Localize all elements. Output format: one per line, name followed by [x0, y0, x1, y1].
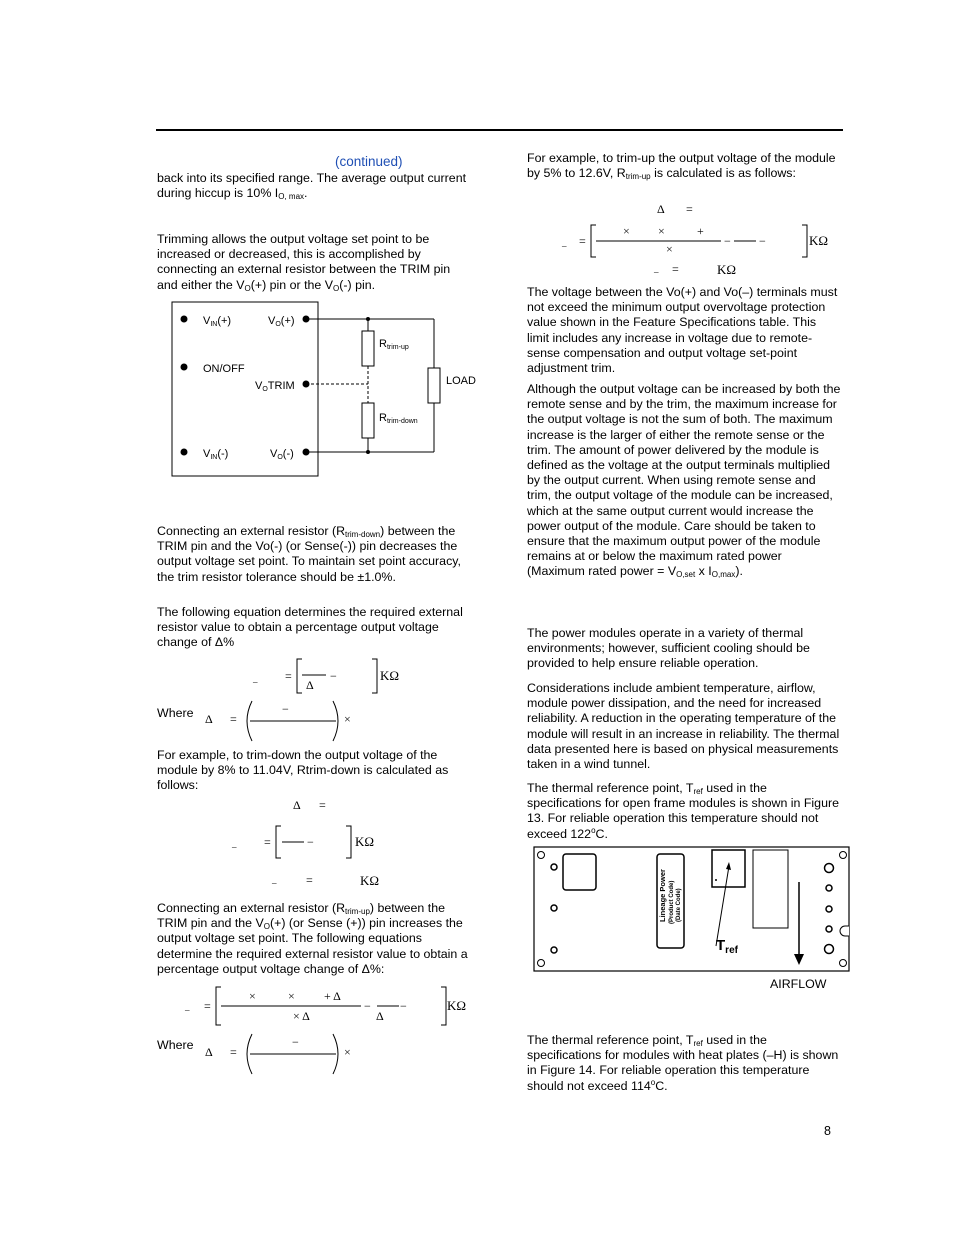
trim-circuit-diagram	[150, 300, 480, 482]
equation-intro-paragraph: The following equation determines the required external resistor value to obtain a percentage output voltage change of Δ%	[157, 605, 463, 650]
rtrim-up-example-equation: _ = × × + × − − KΩ	[562, 224, 829, 256]
delta-5-equation: Δ =	[657, 202, 693, 216]
label-line-1: Lineage Power	[658, 869, 667, 922]
max-increase-paragraph: Although the output voltage can be increased by both the remote sense and by the trim, the maximum increase for the output voltage is not the sum of both. The maximum increase is the larger of either the remote sense or the trim. The amount of power delivered by the module is defined as the voltage at the output terminals multiplied by the output current. When using remote sense and trim, the output voltage of the module can be increased, which at the same output current would increase the power output of the module. Care should be taken to ensure that the maximum output power of the module remains at or below the maximum rated power (Maximum rated power = $V_{O,set}$ x $I_{O,max}$).	[527, 382, 841, 580]
rtrim-up-resistor	[362, 331, 374, 366]
rtrim-up-result: _ = KΩ	[654, 262, 737, 277]
trim-down-example-paragraph: For example, to trim-down the output voltage of the module by 8% to 11.04V, Rtrim-down is calculated as follows:	[157, 748, 449, 793]
vin-minus-label: VIN(-)	[203, 448, 229, 461]
module-box	[172, 302, 318, 476]
rtrim-down-label: Rtrim-down	[379, 412, 418, 425]
rtrim-down-example-equation: _ = − KΩ	[230, 825, 390, 861]
load-resistor	[428, 368, 440, 403]
trim-paragraph: Trimming allows the output voltage set point to be increased or decreased, this is accomplished by connecting an external resistor between the TRIM pin and either the $V_O(+)$ pin or the $V_O(-)$ pin.	[157, 232, 451, 293]
label-line-2: (Product Code)	[669, 880, 675, 924]
trim-up-paragraph: Connecting an external resistor $(R_{trim-up})$ between the TRIM pin and the $V_O(+)$ (or Sense (+)) pin increases the output voltage set point. The following equations determine the required external resistor value to obtain a percentage output voltage change of Δ%:	[157, 901, 468, 976]
inductor-component	[563, 854, 596, 890]
rtrim-down-resistor	[362, 403, 374, 438]
figure13-board-drawing	[533, 846, 851, 974]
airflow-label: AIRFLOW	[770, 977, 827, 991]
continued-heading: (continued)	[335, 154, 403, 169]
vin-plus-label: VIN(+)	[203, 315, 232, 328]
ovp-paragraph: The voltage between the Vo(+) and Vo(–) terminals must not exceed the minimum output overvoltage protection value shown in the Feature Specifications table. This limit includes any increase in voltage due to remote-sense compensation and output voltage set-point adjustment trim.	[527, 285, 838, 376]
delta-8-equation: Δ =	[293, 798, 326, 812]
delta-percent-equation-2: Δ = − ×	[204, 1033, 364, 1075]
rtrim-up-equation: _ = × × + Δ × Δ − − Δ KΩ	[185, 989, 467, 1023]
page-number: 8	[824, 1124, 831, 1138]
rtrim-down-result: _ = KΩ	[272, 873, 380, 888]
tref-label: $T_{ref}$	[716, 937, 738, 956]
tref-open-frame-paragraph: The thermal reference point, $T_{ref}$ used in the specifications for open frame modules is shown in Figure 13. For reliable operation this temperature should not exceed 122$^o$C.	[527, 781, 839, 841]
rtrim-down-equation: _ = Δ − KΩ	[250, 658, 410, 698]
label-line-3: (Date Code)	[676, 888, 682, 922]
onoff-label: ON/OFF	[203, 363, 245, 375]
trim-up-example-paragraph: For example, to trim-up the output voltage of the module by 5% to 12.6V, $R_{trim-up}$ is calculated is as follows:	[527, 151, 836, 182]
trim-down-paragraph: Connecting an external resistor $(R_{trim-down})$ between the TRIM pin and the Vo(-) (or Sense(-)) pin decreases the output voltage set point. To maintain set point accuracy, the trim resistor tolerance should be ±1.0%.	[157, 524, 461, 584]
vo-minus-label: VO(-)	[270, 448, 294, 461]
vo-plus-label: VO(+)	[268, 315, 295, 328]
heatsink-component	[753, 850, 788, 928]
onoff-pin	[181, 364, 188, 371]
load-label: LOAD	[446, 375, 476, 387]
delta-percent-equation-1: Δ = − ×	[204, 700, 364, 742]
thermal-considerations-paragraph: Considerations include ambient temperature, airflow, module power dissipation, and the need for increased reliability. A reduction in the operating temperature of the module will result in an increase in reliability. The thermal data presented here is based on physical measurements taken in a wind tunnel.	[527, 681, 840, 772]
tref-heatplate-paragraph: The thermal reference point, $T_{ref}$ used in the specifications for modules with heat plates (–H) is shown in Figure 14. For reliable operation this temperature should not exceed 114$^o$C.	[527, 1033, 839, 1093]
thermal-intro-paragraph: The power modules operate in a variety of thermal environments; however, sufficient cooling should be provided to help ensure reliable operation.	[527, 626, 810, 671]
votrim-label: VOTRIM	[255, 380, 295, 393]
where-label-2: Where	[157, 1038, 194, 1052]
rtrim-up-label: Rtrim-up	[379, 338, 409, 351]
header-rule	[156, 129, 843, 131]
vin-plus-pin	[181, 316, 188, 323]
where-label-1: Where	[157, 706, 194, 720]
vin-minus-pin	[181, 449, 188, 456]
hiccup-paragraph: back into its specified range. The average output current during hiccup is 10% $I_{O, max}$.	[157, 171, 467, 202]
